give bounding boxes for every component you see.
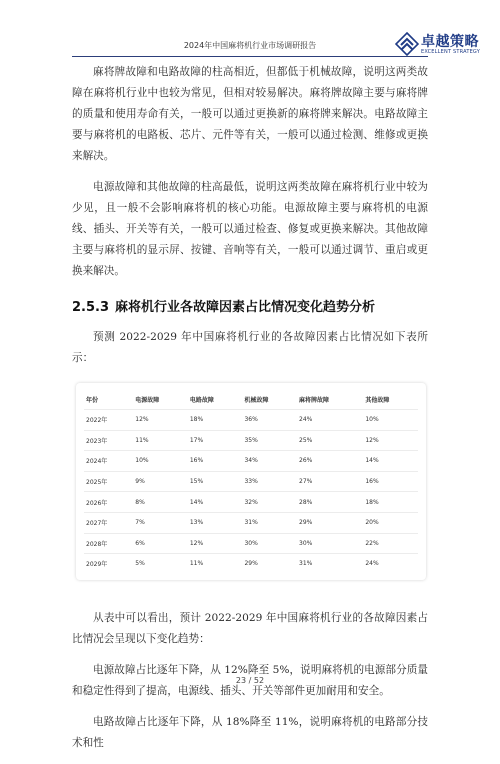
- logo-subtitle: EXCELLENT STRATEGY: [421, 49, 481, 55]
- fault-share-table-card: [76, 383, 426, 580]
- table-cell: 15%: [188, 471, 243, 492]
- table-row: [84, 554, 418, 574]
- table-cell: 32%: [242, 492, 297, 513]
- section-number: 2.5.3: [72, 300, 110, 315]
- report-title: 2024年中国麻将机行业市场调研报告: [183, 41, 317, 50]
- table-row: [84, 533, 418, 554]
- table-cell: 2023年: [84, 430, 133, 451]
- table-cell: 2026年: [84, 492, 133, 513]
- table-cell: 12%: [363, 430, 418, 451]
- paragraph-card-and-circuit-faults: 麻将牌故障和电路故障的柱高相近，但都低于机械故障，说明这两类故障在麻将机行业中也较为常见，但相对较易解决。麻将牌故障主要与麻将牌的质量和使用寿命有关，一般可以通过更换新的麻将牌来解决。电路故障主要与麻将机的电路板、芯片、元件等有关，一般可以通过检测、维修或更换来解决。: [72, 66, 428, 162]
- table-cell: 28%: [297, 492, 363, 513]
- table-cell: 9%: [133, 471, 188, 492]
- table-cell: 30%: [242, 533, 297, 554]
- table-row: [84, 471, 418, 492]
- table-cell: 2029年: [84, 554, 133, 574]
- table-cell: 5%: [133, 554, 188, 574]
- table-cell: 22%: [363, 533, 418, 554]
- col-header-tiles: 麻将牌故障: [299, 396, 330, 404]
- table-cell: 35%: [242, 430, 297, 451]
- page-header: [0, 0, 500, 62]
- table-cell: 26%: [297, 451, 363, 472]
- table-cell: 29%: [242, 554, 297, 574]
- table-cell: 2025年: [84, 471, 133, 492]
- table-cell: 8%: [133, 492, 188, 513]
- page-number: 23 / 52: [235, 676, 265, 685]
- paragraph-power-trend: 电源故障占比逐年下降，从 12%降至 5%，说明麻将机的电源部分质量和稳定性得到了提高，电源线、插头、开关等部件更加耐用和安全。: [72, 663, 428, 697]
- col-header-circuit: 电路故障: [189, 396, 214, 404]
- table-cell: 14%: [188, 492, 243, 513]
- col-header-power: 电源故障: [135, 396, 160, 404]
- table-cell: 2022年: [84, 410, 133, 431]
- table-cell: 10%: [133, 451, 188, 472]
- table-cell: 29%: [297, 512, 363, 533]
- table-cell: 10%: [363, 410, 418, 431]
- section-heading: [72, 296, 428, 315]
- paragraph-power-and-other-faults: 电源故障和其他故障的柱高最低，说明这两类故障在麻将机行业中较为少见，且一般不会影响麻将机的核心功能。电源故障主要与麻将机的电源线、插头、开关等有关，一般可以通过检查、修复或更换来解决。其他故障主要与麻将机的显示屏、按键、音响等有关，一般可以通过调节、重启或更换来解决。: [72, 181, 428, 277]
- header-divider: [72, 56, 428, 57]
- col-header-other: 其他故障: [365, 396, 390, 404]
- table-cell: 31%: [297, 554, 363, 574]
- table-row: [84, 451, 418, 472]
- paragraph-trend-summary: 从表中可以看出，预计 2022-2029 年中国麻将机行业的各故障因素占比情况会呈现以下变化趋势：: [72, 611, 428, 645]
- table-row: [84, 512, 418, 533]
- table-cell: 6%: [133, 533, 188, 554]
- page-content: [72, 62, 428, 764]
- table-cell: 27%: [297, 471, 363, 492]
- table-cell: 18%: [363, 492, 418, 513]
- table-cell: 11%: [133, 430, 188, 451]
- col-header-mechanical: 机械故障: [244, 396, 269, 404]
- table-cell: 11%: [188, 554, 243, 574]
- table-cell: 14%: [363, 451, 418, 472]
- table-cell: 2027年: [84, 512, 133, 533]
- table-cell: 18%: [188, 410, 243, 431]
- table-cell: 2024年: [84, 451, 133, 472]
- table-intro: 预测 2022-2029 年中国麻将机行业的各故障因素占比情况如下表所示：: [72, 331, 428, 364]
- table-cell: 33%: [242, 471, 297, 492]
- table-row: [84, 492, 418, 513]
- table-cell: 31%: [242, 512, 297, 533]
- table-cell: 20%: [363, 512, 418, 533]
- table-cell: 17%: [188, 430, 243, 451]
- table-cell: 16%: [363, 471, 418, 492]
- table-cell: 34%: [242, 451, 297, 472]
- diamond-chevron-logo-icon: [395, 32, 419, 56]
- logo-name: 卓越策略: [421, 34, 479, 50]
- table-cell: 13%: [188, 512, 243, 533]
- table-cell: 30%: [297, 533, 363, 554]
- table-cell: 24%: [363, 554, 418, 574]
- table-cell: 12%: [133, 410, 188, 431]
- table-cell: 12%: [188, 533, 243, 554]
- table-cell: 36%: [242, 410, 297, 431]
- table-cell: 7%: [133, 512, 188, 533]
- table-row: [84, 430, 418, 451]
- col-header-year: 年份: [86, 396, 99, 404]
- table-cell: 2028年: [84, 533, 133, 554]
- table-cell: 25%: [297, 430, 363, 451]
- table-header-row: [84, 389, 418, 410]
- paragraph-circuit-trend: 电路故障占比逐年下降，从 18%降至 11%，说明麻将机的电路部分技术和性: [72, 715, 428, 749]
- table-row: [84, 410, 418, 431]
- table-cell: 24%: [297, 410, 363, 431]
- fault-share-table: [84, 389, 418, 574]
- section-title: 麻将机行业各故障因素占比情况变化趋势分析: [115, 300, 376, 315]
- table-cell: 16%: [188, 451, 243, 472]
